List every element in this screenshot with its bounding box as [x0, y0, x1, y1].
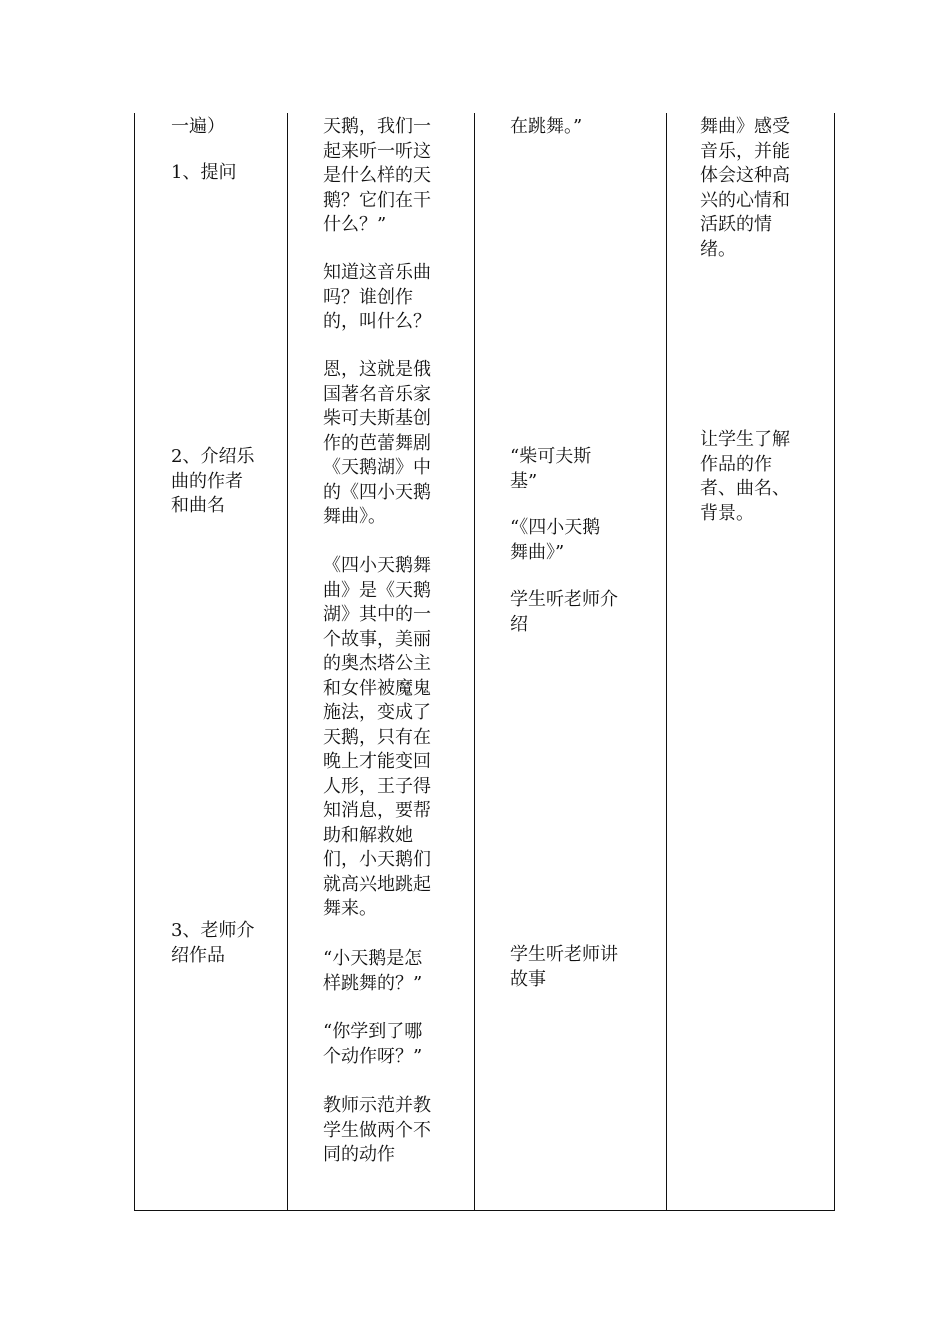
col2-paragraph-3: 恩，这就是俄 国著名音乐家 柴可夫斯基创 作的芭蕾舞剧 《天鹅湖》中 的《四小天鹅 舞曲》。 — [323, 359, 431, 527]
col3-paragraph-1: 在跳舞。” — [510, 116, 583, 137]
col2-paragraph-6: “你学到了哪 个动作呀？” — [323, 1021, 423, 1067]
col1-step-question: 1、提问 — [171, 162, 237, 183]
col1-step-a: 一遍） — [171, 116, 225, 137]
col4-paragraph-2: 让学生了解 作品的作 者、曲名、 背景。 — [700, 429, 790, 524]
col2-paragraph-4: 《四小天鹅舞 曲》是《天鹅 湖》其中的一 个故事，美丽 的奥杰塔公主 和女伴被魔鬼 施法，变成了 天鹅，只有在 晚上才能变回 人形，王子得 知消息，要帮 助和解救她 们，小天鹅们 就高兴地跳起 舞来。 — [323, 555, 431, 919]
col3-paragraph-3: “《四小天鹅 舞曲》” — [510, 517, 601, 563]
col4-paragraph-1: 舞曲》感受 音乐，并能 体会这种高 兴的心情和 活跃的情 绪。 — [700, 116, 790, 260]
col3-paragraph-4: 学生听老师介 绍 — [510, 589, 618, 635]
col2-paragraph-2: 知道这音乐曲 吗？谁创作 的，叫什么？ — [323, 262, 431, 332]
col2-paragraph-5: “小天鹅是怎 样跳舞的？” — [323, 948, 423, 994]
col2-paragraph-7: 教师示范并教 学生做两个不 同的动作 — [323, 1095, 431, 1165]
column-divider-2 — [474, 113, 475, 1211]
col3-paragraph-2: “柴可夫斯 基” — [510, 446, 592, 492]
col3-paragraph-5: 学生听老师讲 故事 — [510, 944, 618, 990]
col2-paragraph-1: 天鹅，我们一 起来听一听这 是什么样的天 鹅？它们在干 什么？” — [323, 116, 431, 235]
column-divider-1 — [287, 113, 288, 1211]
table-border-right — [834, 113, 835, 1211]
col1-step-introduce-composer: 2、介绍乐 曲的作者 和曲名 — [171, 446, 255, 516]
table-border-left — [134, 113, 135, 1211]
table-border-bottom — [134, 1210, 835, 1211]
col1-step-introduce-work: 3、老师介 绍作品 — [171, 920, 255, 966]
column-divider-3 — [666, 113, 667, 1211]
